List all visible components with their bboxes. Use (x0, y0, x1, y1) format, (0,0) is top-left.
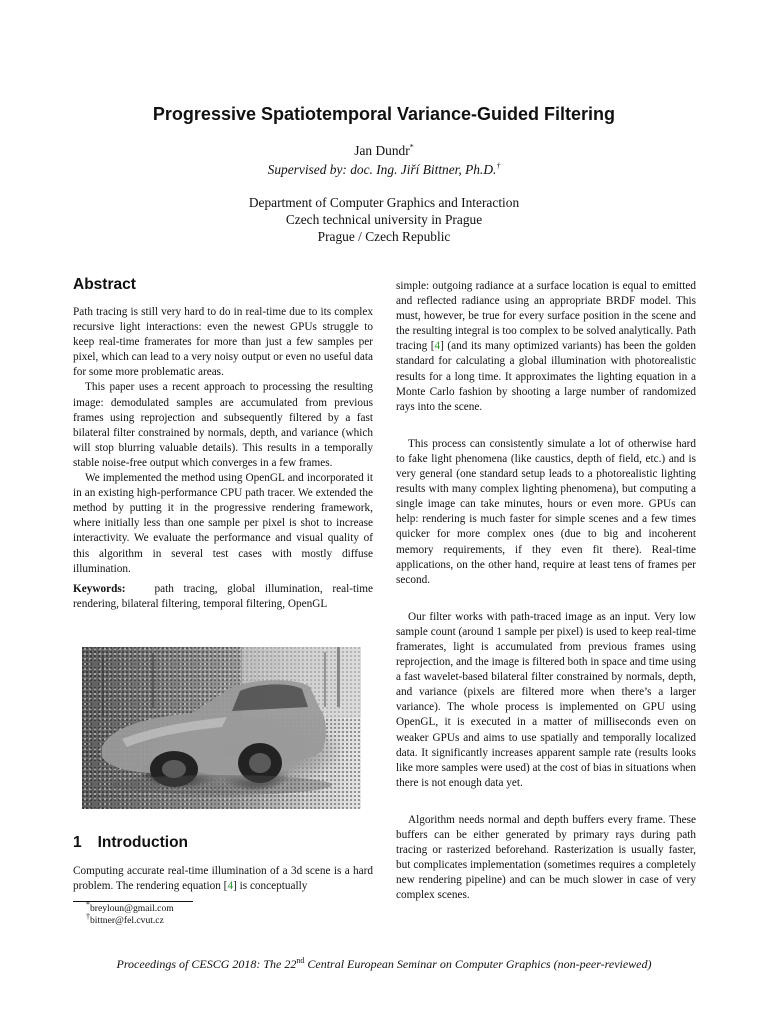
footer-text-start: Proceedings of CESCG 2018: The 22 (116, 957, 297, 971)
proceedings-footer (0, 957, 768, 972)
keywords-list: path tracing, global illumination, real-time rendering, bilateral filtering, temporal filtering, OpenGL (73, 582, 373, 610)
footer-text-end: Central European Seminar on Computer Graphics (non-peer-reviewed) (304, 957, 652, 971)
intro-text-end: ] is conceptually (233, 880, 308, 893)
introduction-paragraph-1 (73, 864, 373, 894)
citation-link[interactable]: 4 (434, 340, 441, 353)
right-paragraph-2: This process can consistently simulate a lot of otherwise hard to fake light phenomena (like caustics, depth of field, etc.) and is very general (one standard setup leads to a photorealistic lighting results with many complex lighting phenomena), but computing a single image can take minutes, hours or even more. GPUs can help: rendering is much faster for simple scenes and a few times quicker for more complex ones (due to big and incoherent memory requirements, if they even fit there). Real-time applications, on the other hand, require at least tens of frames per second. (396, 437, 696, 586)
right-p1-end: ] (and its many optimized variants) has been the golden standard for calculating a global illumination with photorealistic results for a long time. It approximates the lighting equation in a Monte Carlo fashion by shooting a large number of randomized rays into the scene. (396, 340, 696, 413)
footnote-2-text: bittner@fel.cvut.cz (90, 915, 164, 926)
intro-text-start: Computing accurate real-time illumination of a 3d scene is a hard problem. The rendering equation [ (73, 865, 373, 893)
car-silhouette-icon (82, 647, 361, 809)
footnote-rule (73, 901, 193, 902)
footer-superscript: nd (296, 956, 305, 965)
author-footnote-mark: * (409, 142, 414, 152)
keywords (73, 582, 373, 612)
right-p1-start: simple: outgoing radiance at a surface location is equal to emitted and reflected radiance using an appropriate BRDF model. This must, however, be true for every surface position in the scene and the resulting integral is too complex to be solved analytically. Path tracing [ (396, 280, 696, 353)
car-render-image (82, 647, 361, 809)
supervisor-name: Supervised by: doc. Ing. Jiří Bittner, Ph.D. (267, 162, 497, 177)
abstract-paragraph-3: We implemented the method using OpenGL and incorporated it in an existing high-performance CPU path tracer. We extended the method by putting it in the progressive rendering framework, where initially less than one sample per pixel is shot to increase interactivity. We evaluate the performance and visual quality of this algorithm in several test cases with mostly diffuse illumination. (73, 472, 373, 575)
section-title: Introduction (97, 834, 189, 851)
footnote-1-mark: * (86, 899, 90, 909)
footnote-2 (86, 911, 164, 927)
supervisor-line (0, 162, 768, 178)
author-name: Jan Dundr (354, 143, 410, 158)
section-number: 1 (73, 834, 82, 851)
affiliation-department: Department of Computer Graphics and Interaction (248, 195, 520, 210)
affiliation-university: Czech technical university in Prague (285, 212, 483, 227)
citation-link[interactable]: 4 (227, 880, 234, 893)
introduction-heading (73, 834, 188, 852)
affiliation-location: Prague / Czech Republic (317, 229, 451, 244)
author-line (0, 143, 768, 159)
paper-title: Progressive Spatiotemporal Variance-Guided Filtering (152, 104, 616, 124)
right-paragraph-1 (396, 279, 696, 415)
right-column (396, 279, 696, 903)
abstract-body (73, 305, 373, 612)
right-paragraph-3: Our filter works with path-traced image as an input. Very low sample count (around 1 sample per pixel) is used to keep real-time framerates, light is accumulated from previous frames using reprojection, and the image is filtered both in space and time using a fast wavelet-based bilateral filter constrained by normals, depth, and variance (pixels are filtered more when there’s a larger variance). The whole process is implemented on GPU using OpenGL, it is executed in a matter of milliseconds even on weaker GPUs and aims to use spatially and temporally localized data. It significantly increases apparent sample rate (results looks like more samples were used) at the cost of bias in situations when there is not enough data yet. (396, 610, 696, 789)
abstract-paragraph-2: This paper uses a recent approach to processing the resulting image: demodulated samples are accumulated from previous frames using reprojection and subsequently filtered by a fast bilateral filter constrained by normals, depth, and variance (which will stop blurring valuable details). This results in a temporally stable noise-free output which converges in a few frames. (73, 381, 373, 469)
keywords-label: Keywords: (73, 582, 126, 595)
abstract-paragraph-1: Path tracing is still very hard to do in real-time due to its complex recursive light interactions: even the newest GPUs struggle to keep real-time framerates for more than just a few samples per pixel, which can lead to a very noisy output or even no useful data for some more problematic areas. (73, 306, 373, 379)
introduction-body (73, 864, 373, 894)
supervisor-footnote-mark: † (496, 161, 501, 171)
footnote-1-text: breyloun@gmail.com (90, 903, 174, 914)
right-paragraph-4: Algorithm needs normal and depth buffers every frame. These buffers can be either generated by primary rays during path tracing or rasterized beforehand. Rasterization is usually faster, but complicates implementation (sometimes requires a completely new rendering pipeline) and can be much slower in case of very complex scenes. (396, 813, 696, 902)
footnote-1 (86, 899, 174, 915)
footnote-2-mark: † (86, 911, 90, 921)
abstract-heading: Abstract (73, 276, 136, 293)
